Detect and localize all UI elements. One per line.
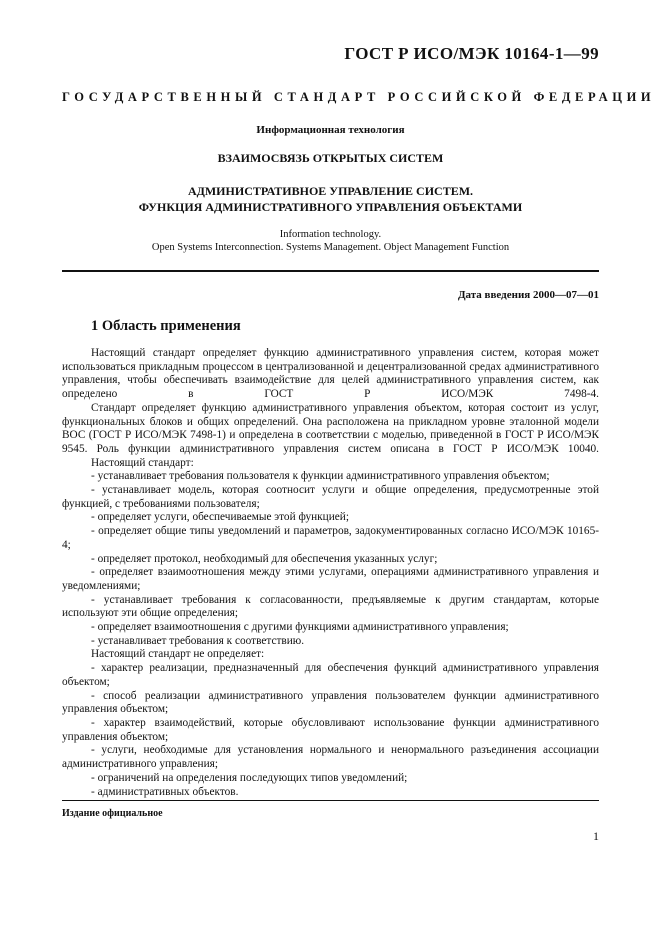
section-heading: 1 Область применения	[91, 318, 241, 334]
english-title-line2: Open Systems Interconnection. Systems Management. Object Management Function	[151, 242, 510, 253]
header-divider	[62, 270, 599, 272]
title-sub1: ВЗАИМОСВЯЗЬ ОТКРЫТЫХ СИСТЕМ	[217, 151, 444, 165]
list-item: - способ реализации административного управления пользователем функции административного управления объектом;	[62, 689, 599, 716]
paragraph: Настоящий стандарт:	[91, 456, 194, 469]
list-item: - устанавливает модель, которая соотносит услуги и общие определения, предусмотренные этой функцией, с требованиями пользователя;	[62, 484, 599, 510]
english-title	[62, 228, 599, 254]
title-sub2	[62, 183, 599, 215]
paragraph: Настоящий стандарт определяет функцию административного управления систем, которая может использоваться прикладным процессом в централизованной и децентрализованной средах административного управления, чтобы обеспечивать взаимодействие для целей административного управления систем, как определено в ГОСТ Р ИСО/МЭК 7498-4.	[62, 347, 599, 401]
paragraph: Стандарт определяет функцию административного управления объектом, которая состоит из услуг, функциональных блоков и общих определений. Она расположена на прикладном уровне эталонной модели ВОС (ГОСТ Р ИСО/МЭК 7498-1) и определена в соответствии с моделью, приведенной в ГОСТ Р ИСО/МЭК 9545. Роль функции административного управления систем описана в ГОСТ Р ИСО/МЭК 10040.	[62, 401, 599, 455]
list-item: - характер взаимодействий, которые обусловливают использование функции административного управления объектом;	[62, 716, 599, 743]
english-title-line1: Information technology.	[279, 229, 382, 240]
list-item: - характер реализации, предназначенный для обеспечения функций административного управления объектом;	[62, 662, 599, 688]
edition-label: Издание официальное	[62, 808, 163, 819]
list-item: - устанавливает требования к согласованности, предъявляемые к другим стандартам, которые используют эти общие определения;	[62, 593, 599, 620]
intro-date: Дата введения 2000—07—01	[457, 289, 599, 301]
title-sub2-line1: АДМИНИСТРАТИВНОЕ УПРАВЛЕНИЕ СИСТЕМ.	[187, 184, 474, 198]
list-item: - устанавливает требования пользователя к функции административного управления объектом;	[91, 470, 550, 483]
title-sub2-line2: ФУНКЦИЯ АДМИНИСТРАТИВНОГО УПРАВЛЕНИЯ ОБЪЕКТАМИ	[138, 200, 523, 214]
list-item: - определяет общие типы уведомлений и параметров, задокументированных согласно ИСО/МЭК 10165-4;	[62, 525, 599, 551]
title-main: Информационная технология	[256, 124, 405, 136]
state-standard-title: ГОСУДАРСТВЕННЫЙ СТАНДАРТ РОССИЙСКОЙ ФЕДЕРАЦИИ	[62, 90, 656, 104]
list-item: - ограничений на определения последующих типов уведомлений;	[91, 771, 408, 784]
list-item: - определяет взаимоотношения между этими услугами, операциями административного управления и уведомлениями;	[62, 566, 599, 592]
list-item: - административных объектов.	[91, 785, 239, 798]
list-item: - определяет протокол, необходимый для обеспечения указанных услуг;	[91, 552, 438, 565]
list-item: - определяет услуги, обеспечиваемые этой функцией;	[91, 511, 349, 524]
title-block	[62, 124, 599, 254]
list-item: - устанавливает требования к соответствию.	[91, 634, 305, 647]
list-item: - определяет взаимоотношения с другими функциями административного управления;	[91, 621, 509, 634]
paragraph: Настоящий стандарт не определяет:	[91, 648, 265, 661]
footer-divider	[62, 800, 599, 801]
document-code: ГОСТ Р ИСО/МЭК 10164-1—99	[344, 44, 599, 63]
list-item: - услуги, необходимые для установления нормального и ненормального разъединения ассоциации административного управления;	[62, 744, 599, 771]
section-body	[62, 347, 599, 799]
page-number: 1	[593, 829, 599, 843]
